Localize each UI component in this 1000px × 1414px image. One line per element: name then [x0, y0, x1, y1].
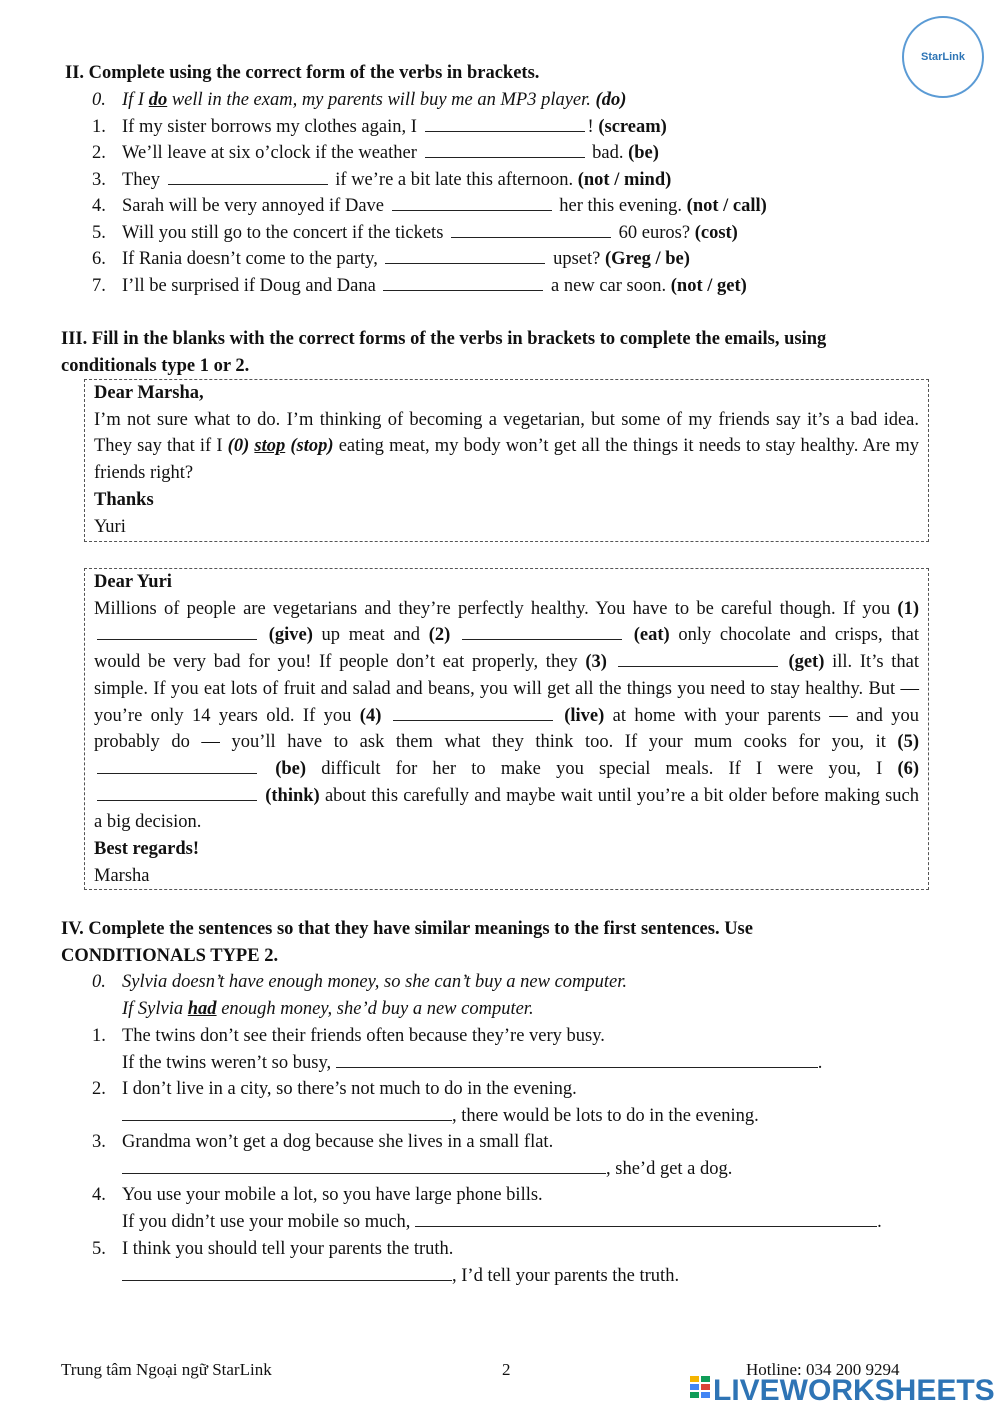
verb-hint: (be) [275, 758, 307, 779]
item-number: 5. [92, 1239, 106, 1259]
section-2-item-1 [92, 114, 667, 141]
item-text: The twins don’t see their friends often because they’re very busy. [122, 1026, 605, 1046]
section-3-title-line-2: conditionals type 1 or 2. [61, 356, 250, 376]
section-3-title-line-1: III. Fill in the blanks with the correct forms of the verbs in brackets to complete the emails, using [61, 329, 827, 349]
gap-number: (3) [585, 652, 607, 673]
item-text: . [817, 1053, 823, 1073]
email-text: only chocolate and crisps, that would be very bad for you! If people don’t eat properly, they [94, 625, 920, 673]
verb-hint: (think) [265, 785, 320, 806]
verb-hint: (do) [595, 90, 627, 110]
email-text: at home with your parents — and you probably do — you’ll have to ask them what they think too. If your mum cooks for you, it [94, 705, 920, 753]
section-4-title-line-2: CONDITIONALS TYPE 2. [61, 946, 279, 966]
rewrite-blank-3[interactable] [122, 1156, 606, 1174]
section-4-item-3-prompt [92, 1129, 553, 1156]
item-text: If the twins weren’t so busy, [122, 1053, 336, 1073]
email-text: about this carefully and maybe wait until you’re a bit older before making such a big decision. [94, 785, 919, 833]
email-text: difficult for her to make you special meals. If I were you, I [306, 758, 898, 779]
email-1-signature: Yuri [94, 516, 126, 537]
gap-number: (0) [227, 436, 255, 457]
example-text: well in the exam, my parents will buy me an MP3 player. [167, 90, 596, 110]
email-2-closing: Best regards! [94, 839, 199, 860]
answer-blank-2-1[interactable] [425, 114, 585, 132]
email-box-2 [84, 568, 929, 890]
section-2-example [92, 87, 626, 114]
item-number: 1. [92, 117, 106, 137]
item-number: 4. [92, 196, 106, 216]
item-text: if we’re a bit late this afternoon. [330, 170, 578, 190]
verb-hint: (Greg / be) [604, 249, 690, 269]
section-2-item-6 [92, 246, 690, 273]
item-text: If Sylvia [122, 999, 188, 1019]
liveworksheets-logo [690, 1374, 995, 1408]
email-blank-5[interactable] [97, 756, 257, 774]
section-4-item-4-prompt [92, 1182, 543, 1209]
section-4-item-1-prompt [92, 1023, 605, 1050]
verb-hint: (not / mind) [577, 170, 672, 190]
email-2-signature: Marsha [94, 865, 150, 886]
item-number: 0. [92, 90, 106, 110]
item-text: upset? [548, 249, 605, 269]
gap-number: (2) [428, 625, 451, 646]
verb-hint: (live) [564, 705, 605, 726]
verb-hint: (not / call) [686, 196, 767, 216]
email-blank-4[interactable] [393, 703, 553, 721]
item-text: If my sister borrows my clothes again, I [122, 117, 422, 137]
section-4-item-5-prompt [92, 1236, 453, 1263]
item-number: 4. [92, 1185, 106, 1205]
item-text: We’ll leave at six o’clock if the weather [122, 143, 422, 163]
item-text: I don’t live in a city, so there’s not much to do in the evening. [122, 1079, 577, 1099]
answer-blank-2-4[interactable] [392, 193, 552, 211]
gap-number: (1) [897, 598, 919, 619]
email-blank-2[interactable] [462, 622, 622, 640]
answer-blank-2-5[interactable] [451, 220, 611, 238]
section-2-item-7 [92, 273, 747, 300]
verb-hint: (get) [788, 652, 825, 673]
item-number: 6. [92, 249, 106, 269]
email-2-body [94, 596, 919, 836]
item-number: 7. [92, 276, 106, 296]
email-blank-6[interactable] [97, 783, 257, 801]
verb-hint: (not / get) [670, 276, 747, 296]
gap-number: (5) [897, 732, 919, 753]
email-1-greeting: Dear Marsha, [94, 383, 204, 403]
section-4-item-2-answer-line [122, 1103, 759, 1130]
section-2-title: II. Complete using the correct form of the verbs in brackets. [65, 63, 540, 83]
footer-page-number: 2 [502, 1360, 511, 1379]
example-text: If I [122, 90, 149, 110]
example-answer: do [148, 90, 168, 110]
section-4-item-2-prompt [92, 1076, 577, 1103]
item-text: I’ll be surprised if Doug and Dana [122, 276, 381, 296]
rewrite-blank-5[interactable] [122, 1263, 452, 1281]
item-number: 2. [92, 1079, 106, 1099]
item-text: Sarah will be very annoyed if Dave [122, 196, 389, 216]
liveworksheets-icon [690, 1376, 710, 1404]
item-text: bad. [587, 143, 629, 163]
item-text: , there would be lots to do in the evening. [452, 1106, 759, 1126]
email-box-1 [84, 379, 929, 542]
email-text: ill. It’s that simple. If you eat lots of fruit and salad and beans, you will get all the things you need to stay healthy. But — you’re only 14 years old. If you [94, 652, 920, 726]
item-number: 2. [92, 143, 106, 163]
email-text: eating meat, my body won’t get all the things it needs to stay healthy. Are my friends right? [94, 436, 920, 484]
item-text: If Rania doesn’t come to the party, [122, 249, 383, 269]
rewrite-blank-4[interactable] [415, 1209, 877, 1227]
email-text: up meat and [312, 625, 429, 646]
item-number: 5. [92, 223, 106, 243]
example-answer: stop [254, 436, 286, 457]
item-number: 0. [92, 972, 106, 992]
item-text: a new car soon. [546, 276, 671, 296]
example-answer: had [187, 999, 217, 1019]
verb-hint: (scream) [598, 117, 667, 137]
item-text: her this evening. [554, 196, 687, 216]
verb-hint: (cost) [694, 223, 738, 243]
starlink-logo [902, 16, 984, 98]
item-text: Grandma won’t get a dog because she lives in a small flat. [122, 1132, 554, 1152]
section-4-example-line-2 [122, 996, 534, 1023]
item-number: 1. [92, 1026, 106, 1046]
section-2-item-4 [92, 193, 767, 220]
item-number: 3. [92, 170, 106, 190]
section-4-item-5-answer-line [122, 1263, 679, 1290]
gap-number: (6) [897, 758, 920, 779]
section-2-item-3 [92, 167, 671, 194]
item-text: ! [587, 117, 599, 137]
section-4-item-3-answer-line [122, 1156, 732, 1183]
email-blank-3[interactable] [618, 649, 778, 667]
email-1-body [94, 407, 919, 487]
item-text: enough money, she’d buy a new computer. [216, 999, 534, 1019]
verb-hint: (stop) [285, 436, 334, 457]
section-4-item-4-answer-line [122, 1209, 882, 1236]
gap-number: (4) [359, 705, 382, 726]
item-number: 3. [92, 1132, 106, 1152]
answer-blank-2-6[interactable] [385, 246, 545, 264]
email-text: Millions of people are vegetarians and they’re perfectly healthy. You have to be careful though. If you [94, 598, 898, 619]
item-text: I think you should tell your parents the truth. [122, 1239, 454, 1259]
answer-blank-2-2[interactable] [425, 140, 585, 158]
section-2-item-5 [92, 220, 738, 247]
verb-hint: (give) [268, 625, 313, 646]
verb-hint: (eat) [633, 625, 670, 646]
verb-hint: (be) [628, 143, 659, 163]
section-2-item-2 [92, 140, 659, 167]
email-text: I’m not sure what to do. I’m thinking of becoming a vegetarian, but some of my friends say it’s a bad idea. They say that if I [94, 409, 919, 457]
logo-text: StarLink [920, 51, 965, 63]
email-1-closing: Thanks [94, 489, 154, 510]
item-text: Will you still go to the concert if the tickets [122, 223, 449, 243]
item-text: . [877, 1212, 882, 1232]
answer-blank-2-3[interactable] [168, 167, 328, 185]
item-text: , I’d tell your parents the truth. [452, 1266, 680, 1286]
answer-blank-2-7[interactable] [383, 273, 543, 291]
liveworksheets-text: LIVEWORKSHEETS [713, 1374, 995, 1407]
footer-hotline: Hotline: 034 200 9294 [746, 1360, 900, 1379]
item-text: You use your mobile a lot, so you have large phone bills. [122, 1185, 543, 1205]
item-text: If you didn’t use your mobile so much, [122, 1212, 416, 1232]
item-text: 60 euros? [614, 223, 695, 243]
rewrite-blank-1[interactable] [336, 1050, 818, 1068]
item-text: , she’d get a dog. [606, 1159, 733, 1179]
footer-center-name: Trung tâm Ngoại ngữ StarLink [61, 1360, 272, 1379]
email-blank-1[interactable] [97, 622, 257, 640]
section-4-example-line-1 [92, 969, 627, 996]
section-4-item-1-answer-line [122, 1050, 822, 1077]
item-text: Sylvia doesn’t have enough money, so she can’t buy a new computer. [122, 972, 628, 992]
section-4-title-line-1: IV. Complete the sentences so that they have similar meanings to the first sentences. Use [61, 919, 753, 939]
email-2-greeting: Dear Yuri [94, 572, 172, 592]
rewrite-blank-2[interactable] [122, 1103, 452, 1121]
item-text: They [122, 170, 165, 190]
